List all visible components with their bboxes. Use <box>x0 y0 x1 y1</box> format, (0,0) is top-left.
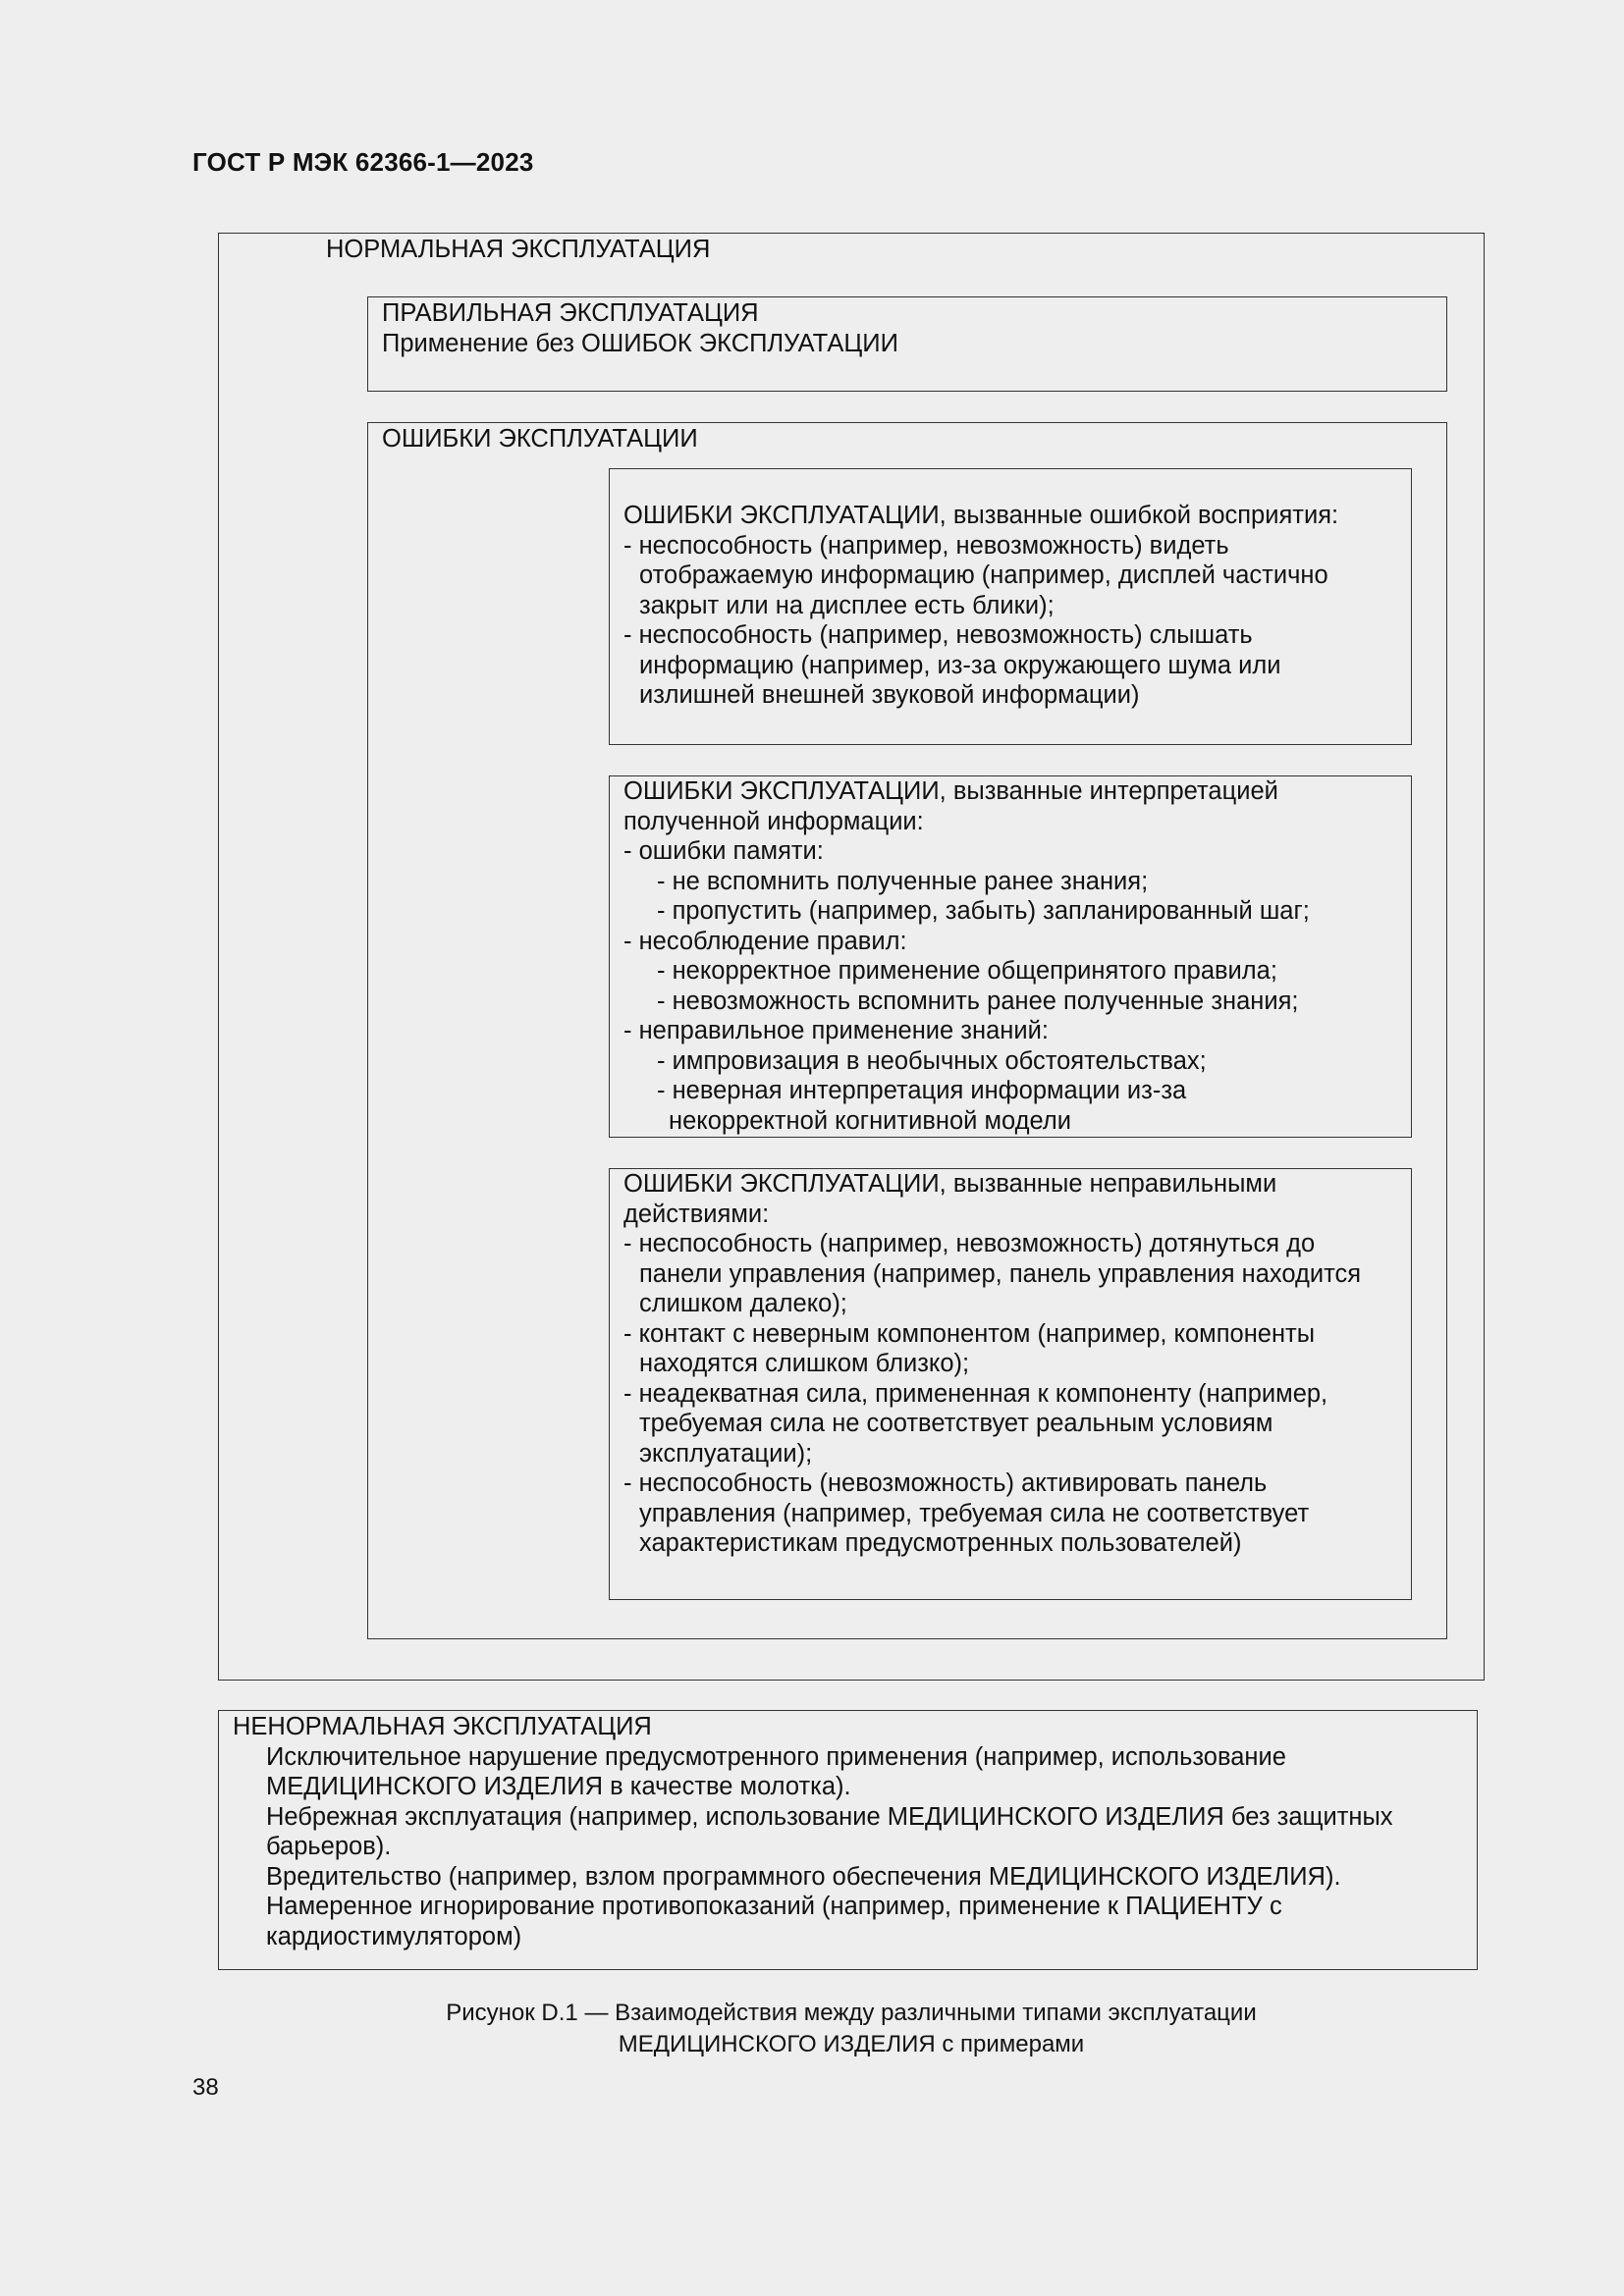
interpretation-heading: ОШИБКИ ЭКСПЛУАТАЦИИ, вызванные интерпретацией <box>623 777 1278 805</box>
caption-line-2: МЕДИЦИНСКОГО ИЗДЕЛИЯ с примерами <box>618 2031 1085 2057</box>
perception-line: закрыт или на дисплее есть блики); <box>639 591 1055 619</box>
use-errors-title: ОШИБКИ ЭКСПЛУАТАЦИИ <box>382 425 698 453</box>
abnormal-line: кардиостимулятором) <box>266 1922 522 1950</box>
correct-operation-title: ПРАВИЛЬНАЯ ЭКСПЛУАТАЦИЯ <box>382 299 759 327</box>
document-header: ГОСТ Р МЭК 62366-1—2023 <box>192 147 534 177</box>
perception-heading: ОШИБКИ ЭКСПЛУАТАЦИИ, вызванные ошибкой восприятия: <box>623 502 1339 529</box>
interpretation-line: - ошибки памяти: <box>623 837 824 865</box>
interpretation-line: - пропустить (например, забыть) запланированный шаг; <box>657 897 1310 925</box>
interpretation-line: - неправильное применение знаний: <box>623 1017 1049 1044</box>
action-heading: действиями: <box>623 1200 770 1228</box>
action-line: - неспособность (невозможность) активировать панель <box>623 1469 1268 1497</box>
abnormal-line: Исключительное нарушение предусмотренного применения (например, использование <box>266 1742 1286 1771</box>
action-line: панели управления (например, панель управления находится <box>639 1259 1362 1288</box>
action-line: управления (например, требуемая сила не соответствует <box>639 1499 1310 1527</box>
caption-line-1: Рисунок D.1 — Взаимодействия между различными типами эксплуатации <box>446 2000 1257 2026</box>
perception-line: информацию (например, из-за окружающего шума или <box>639 651 1281 679</box>
interpretation-errors-text <box>623 776 1310 1136</box>
abnormal-operation-title: НЕНОРМАЛЬНАЯ ЭКСПЛУАТАЦИЯ <box>233 1713 652 1740</box>
perception-line: излишней внешней звуковой информации) <box>639 681 1140 709</box>
interpretation-line: - неверная интерпретация информации из-за <box>657 1077 1187 1104</box>
interpretation-line: - несоблюдение правил: <box>623 927 907 955</box>
page-number: 38 <box>192 2074 219 2101</box>
correct-operation-subtitle: Применение без ОШИБОК ЭКСПЛУАТАЦИИ <box>382 330 898 357</box>
perception-line: - неспособность (например, невозможность) видеть <box>623 531 1229 560</box>
normal-operation-title: НОРМАЛЬНАЯ ЭКСПЛУАТАЦИЯ <box>326 236 711 263</box>
action-line: слишком далеко); <box>639 1290 847 1317</box>
action-line: эксплуатации); <box>639 1439 813 1468</box>
figure-caption <box>0 1998 1624 2060</box>
interpretation-heading: полученной информации: <box>623 807 924 835</box>
action-line: - неспособность (например, невозможность) дотянуться до <box>623 1230 1316 1257</box>
action-line: находятся слишком близко); <box>639 1350 970 1377</box>
interpretation-line: - невозможность вспомнить ранее полученные знания; <box>657 987 1299 1015</box>
abnormal-line: Небрежная эксплуатация (например, использование МЕДИЦИНСКОГО ИЗДЕЛИЯ без защитных <box>266 1802 1393 1831</box>
action-line: - контакт с неверным компонентом (например, компоненты <box>623 1319 1316 1348</box>
abnormal-line: Намеренное игнорирование противопоказаний (например, применение к ПАЦИЕНТУ с <box>266 1893 1282 1920</box>
abnormal-line: Вредительство (например, взлом программного обеспечения МЕДИЦИНСКОГО ИЗДЕЛИЯ). <box>266 1862 1341 1891</box>
action-line: характеристикам предусмотренных пользователей) <box>639 1529 1242 1557</box>
action-line: - неадекватная сила, примененная к компоненту (например, <box>623 1379 1328 1408</box>
action-errors-text <box>623 1169 1361 1559</box>
interpretation-line: некорректной когнитивной модели <box>669 1106 1071 1135</box>
perception-line: отображаемую информацию (например, дисплей частично <box>639 561 1328 589</box>
interpretation-line: - не вспомнить полученные ранее знания; <box>657 867 1149 895</box>
abnormal-operation-text <box>233 1712 1393 1951</box>
interpretation-line: - импровизация в необычных обстоятельствах; <box>657 1046 1207 1075</box>
perception-errors-text <box>623 501 1338 711</box>
abnormal-line: барьеров). <box>266 1833 392 1860</box>
action-heading: ОШИБКИ ЭКСПЛУАТАЦИИ, вызванные неправильными <box>623 1170 1277 1198</box>
interpretation-line: - некорректное применение общепринятого правила; <box>657 957 1277 985</box>
perception-line: - неспособность (например, невозможность) слышать <box>623 621 1253 649</box>
action-line: требуемая сила не соответствует реальным условиям <box>639 1410 1273 1437</box>
abnormal-line: МЕДИЦИНСКОГО ИЗДЕЛИЯ в качестве молотка). <box>266 1773 851 1800</box>
